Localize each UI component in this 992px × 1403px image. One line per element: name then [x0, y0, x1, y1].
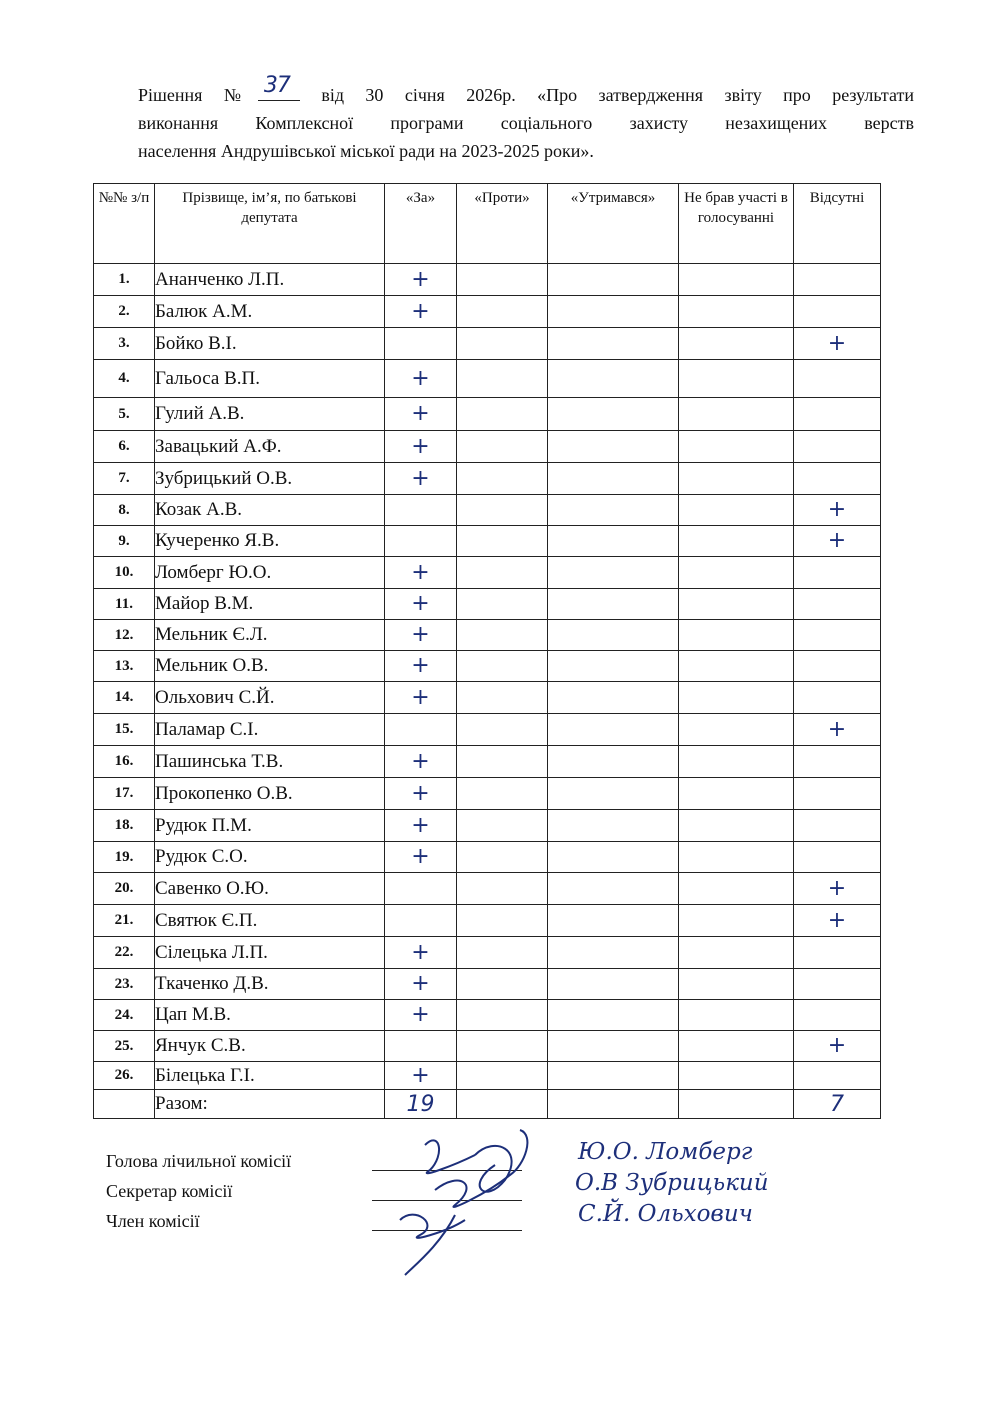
table-row [94, 651, 881, 682]
deputy-name: Майор В.М. [155, 589, 385, 620]
vote-nebrav-cell [679, 398, 794, 431]
row-number: 24. [94, 1000, 155, 1031]
deputy-name: Мельник Є.Л. [155, 620, 385, 651]
row-number: 14. [94, 682, 155, 714]
decision-number-handwritten: 37 [263, 73, 290, 98]
signature-secretary [435, 1130, 527, 1207]
vote-proty-cell [457, 746, 548, 778]
deputy-name: Цап М.В. [155, 1000, 385, 1031]
vote-nebrav-cell [679, 682, 794, 714]
col-header-nebrav: Не брав участі в голосуванні [679, 184, 794, 264]
vote-za-cell [385, 328, 457, 360]
vote-proty-cell [457, 1000, 548, 1031]
col-header-vidsutni: Відсутні [794, 184, 881, 264]
col-header-utrym: «Утримався» [548, 184, 679, 264]
vote-utrym-cell [548, 842, 679, 873]
table-row [94, 328, 881, 360]
vote-za-cell: + [385, 296, 457, 328]
vote-vidsutni-cell [794, 398, 881, 431]
vote-utrym-cell [548, 778, 679, 810]
vote-za-cell: + [385, 264, 457, 296]
table-row [94, 905, 881, 937]
row-number: 22. [94, 937, 155, 969]
deputy-name: Козак А.В. [155, 495, 385, 526]
vote-za-cell: + [385, 557, 457, 589]
row-number: 23. [94, 969, 155, 1000]
handwritten-signatures [385, 1125, 565, 1285]
vote-utrym-cell [548, 969, 679, 1000]
total-label: Разом: [155, 1090, 385, 1119]
vote-utrym-cell [548, 557, 679, 589]
vote-nebrav-cell [679, 360, 794, 398]
decision-number [258, 73, 300, 101]
vote-utrym-cell [548, 746, 679, 778]
row-number: 15. [94, 714, 155, 746]
row-number: 6. [94, 431, 155, 463]
deputy-name: Паламар С.І. [155, 714, 385, 746]
table-row [94, 296, 881, 328]
vote-proty-cell [457, 969, 548, 1000]
table-row [94, 526, 881, 557]
deputy-name: Ананченко Л.П. [155, 264, 385, 296]
vote-nebrav-cell [679, 296, 794, 328]
vote-utrym-cell [548, 620, 679, 651]
table-row [94, 557, 881, 589]
row-number: 26. [94, 1062, 155, 1090]
vote-nebrav-cell [679, 937, 794, 969]
col-header-za: «За» [385, 184, 457, 264]
vote-utrym-cell [548, 589, 679, 620]
vote-nebrav-cell [679, 328, 794, 360]
vote-nebrav-cell [679, 1062, 794, 1090]
vote-vidsutni-cell [794, 810, 881, 842]
table-row [94, 495, 881, 526]
row-number: 11. [94, 589, 155, 620]
vote-za-cell: + [385, 746, 457, 778]
vote-nebrav-cell [679, 526, 794, 557]
total-num-cell [94, 1090, 155, 1119]
row-number: 5. [94, 398, 155, 431]
vote-nebrav-cell [679, 557, 794, 589]
deputy-name: Завацький А.Ф. [155, 431, 385, 463]
deputy-name: Ольхович С.Й. [155, 682, 385, 714]
vote-vidsutni-cell [794, 778, 881, 810]
row-number: 21. [94, 905, 155, 937]
deputy-name: Бойко В.І. [155, 328, 385, 360]
vote-vidsutni-cell: + [794, 495, 881, 526]
vote-utrym-cell [548, 1062, 679, 1090]
table-row [94, 714, 881, 746]
voting-table [93, 183, 881, 1119]
vote-nebrav-cell [679, 1000, 794, 1031]
vote-vidsutni-cell [794, 969, 881, 1000]
table-row [94, 682, 881, 714]
vote-nebrav-cell [679, 495, 794, 526]
deputy-name: Рудюк С.О. [155, 842, 385, 873]
vote-nebrav-cell [679, 264, 794, 296]
vote-vidsutni-cell: + [794, 526, 881, 557]
header-line-3: населення Андрушівської міської ради на 2023-2025 роки». [138, 141, 594, 161]
vote-za-cell [385, 873, 457, 905]
vote-za-cell: + [385, 589, 457, 620]
vote-utrym-cell [548, 264, 679, 296]
vote-utrym-cell [548, 714, 679, 746]
vote-vidsutni-cell [794, 463, 881, 495]
table-row [94, 778, 881, 810]
deputy-name: Зубрицький О.В. [155, 463, 385, 495]
vote-vidsutni-cell [794, 842, 881, 873]
vote-za-cell: + [385, 810, 457, 842]
vote-za-cell: + [385, 937, 457, 969]
deputy-name: Сілецька Л.П. [155, 937, 385, 969]
vote-za-cell: + [385, 778, 457, 810]
vote-utrym-cell [548, 905, 679, 937]
col-header-num: №№ з/п [94, 184, 155, 264]
row-number: 19. [94, 842, 155, 873]
role-member: Член комісії [106, 1211, 200, 1231]
deputy-name: Ломберг Ю.О. [155, 557, 385, 589]
vote-nebrav-cell [679, 463, 794, 495]
deputy-name: Мельник О.В. [155, 651, 385, 682]
total-proty [457, 1090, 548, 1119]
vote-utrym-cell [548, 810, 679, 842]
vote-nebrav-cell [679, 651, 794, 682]
vote-utrym-cell [548, 526, 679, 557]
total-nebrav [679, 1090, 794, 1119]
vote-proty-cell [457, 431, 548, 463]
vote-vidsutni-cell: + [794, 905, 881, 937]
total-utrym [548, 1090, 679, 1119]
vote-za-cell [385, 714, 457, 746]
vote-proty-cell [457, 810, 548, 842]
col-header-name: Прізвище, ім’я, по батькові депутата [155, 184, 385, 264]
row-number: 13. [94, 651, 155, 682]
vote-proty-cell [457, 328, 548, 360]
vote-nebrav-cell [679, 810, 794, 842]
vote-proty-cell [457, 526, 548, 557]
vote-proty-cell [457, 651, 548, 682]
vote-nebrav-cell [679, 905, 794, 937]
vote-vidsutni-cell [794, 620, 881, 651]
table-row [94, 873, 881, 905]
vote-proty-cell [457, 682, 548, 714]
row-number: 7. [94, 463, 155, 495]
vote-proty-cell [457, 264, 548, 296]
row-number: 12. [94, 620, 155, 651]
vote-utrym-cell [548, 873, 679, 905]
deputy-name: Прокопенко О.В. [155, 778, 385, 810]
row-number: 8. [94, 495, 155, 526]
table-row [94, 463, 881, 495]
deputy-name: Гулий А.В. [155, 398, 385, 431]
vote-vidsutni-cell: + [794, 328, 881, 360]
vote-vidsutni-cell [794, 360, 881, 398]
vote-vidsutni-cell [794, 651, 881, 682]
deputy-name: Балюк А.М. [155, 296, 385, 328]
row-number: 9. [94, 526, 155, 557]
table-row [94, 589, 881, 620]
vote-proty-cell [457, 589, 548, 620]
header-line-2: виконання Комплексної програми соціального захисту незахищених верств [138, 113, 914, 133]
table-row [94, 937, 881, 969]
table-row [94, 1031, 881, 1062]
vote-nebrav-cell [679, 714, 794, 746]
table-row [94, 620, 881, 651]
decision-date-title: від 30 січня 2026р. «Про затвердження звіту про результати [299, 85, 914, 105]
row-number: 18. [94, 810, 155, 842]
table-row [94, 264, 881, 296]
vote-nebrav-cell [679, 620, 794, 651]
vote-za-cell [385, 526, 457, 557]
vote-utrym-cell [548, 937, 679, 969]
vote-nebrav-cell [679, 431, 794, 463]
vote-nebrav-cell [679, 589, 794, 620]
signature-roles [106, 1146, 291, 1236]
vote-utrym-cell [548, 360, 679, 398]
vote-proty-cell [457, 398, 548, 431]
total-row [94, 1090, 881, 1119]
vote-proty-cell [457, 360, 548, 398]
vote-utrym-cell [548, 328, 679, 360]
total-vidsutni: 7 [794, 1090, 881, 1119]
vote-proty-cell [457, 1062, 548, 1090]
role-chair: Голова лічильної комісії [106, 1151, 292, 1171]
deputy-name: Білецька Г.І. [155, 1062, 385, 1090]
name-chair: Ю.О. Ломберг [578, 1139, 753, 1165]
vote-proty-cell [457, 778, 548, 810]
vote-utrym-cell [548, 296, 679, 328]
table-row [94, 969, 881, 1000]
header-line-1 [138, 73, 914, 109]
vote-proty-cell [457, 842, 548, 873]
row-number: 10. [94, 557, 155, 589]
vote-za-cell: + [385, 398, 457, 431]
vote-vidsutni-cell [794, 589, 881, 620]
row-number: 4. [94, 360, 155, 398]
vote-proty-cell [457, 905, 548, 937]
signature-member [400, 1215, 465, 1275]
total-za: 19 [385, 1090, 457, 1119]
vote-utrym-cell [548, 682, 679, 714]
vote-nebrav-cell [679, 746, 794, 778]
table-row [94, 746, 881, 778]
vote-za-cell [385, 495, 457, 526]
deputy-name: Савенко О.Ю. [155, 873, 385, 905]
vote-za-cell: + [385, 1062, 457, 1090]
deputy-name: Святюк Є.П. [155, 905, 385, 937]
decision-label: Рішення № [138, 85, 258, 105]
vote-za-cell [385, 905, 457, 937]
name-secretary: О.В Зубрицький [575, 1170, 769, 1196]
deputy-name: Пашинська Т.В. [155, 746, 385, 778]
vote-utrym-cell [548, 398, 679, 431]
row-number: 3. [94, 328, 155, 360]
vote-proty-cell [457, 296, 548, 328]
table-row [94, 398, 881, 431]
name-member: С.Й. Ольхович [578, 1201, 753, 1227]
vote-za-cell: + [385, 842, 457, 873]
row-number: 25. [94, 1031, 155, 1062]
deputy-name: Рудюк П.М. [155, 810, 385, 842]
vote-za-cell: + [385, 651, 457, 682]
vote-utrym-cell [548, 463, 679, 495]
deputy-name: Гальоса В.П. [155, 360, 385, 398]
vote-za-cell: + [385, 431, 457, 463]
row-number: 20. [94, 873, 155, 905]
vote-za-cell: + [385, 1000, 457, 1031]
vote-utrym-cell [548, 431, 679, 463]
vote-za-cell [385, 1031, 457, 1062]
row-number: 1. [94, 264, 155, 296]
table-row [94, 842, 881, 873]
vote-proty-cell [457, 463, 548, 495]
table-body [94, 264, 881, 1090]
vote-vidsutni-cell [794, 682, 881, 714]
vote-nebrav-cell [679, 842, 794, 873]
vote-proty-cell [457, 937, 548, 969]
vote-vidsutni-cell: + [794, 714, 881, 746]
table-row [94, 1062, 881, 1090]
deputy-name: Янчук С.В. [155, 1031, 385, 1062]
vote-vidsutni-cell: + [794, 1031, 881, 1062]
row-number: 2. [94, 296, 155, 328]
vote-nebrav-cell [679, 969, 794, 1000]
vote-za-cell: + [385, 682, 457, 714]
vote-nebrav-cell [679, 778, 794, 810]
table-header-row [94, 184, 881, 264]
table-row [94, 810, 881, 842]
vote-vidsutni-cell [794, 937, 881, 969]
vote-vidsutni-cell [794, 264, 881, 296]
col-header-proty: «Проти» [457, 184, 548, 264]
vote-nebrav-cell [679, 1031, 794, 1062]
vote-utrym-cell [548, 1031, 679, 1062]
vote-za-cell: + [385, 969, 457, 1000]
vote-nebrav-cell [679, 873, 794, 905]
vote-vidsutni-cell: + [794, 873, 881, 905]
row-number: 16. [94, 746, 155, 778]
vote-proty-cell [457, 714, 548, 746]
table-row [94, 360, 881, 398]
role-secretary: Секретар комісії [106, 1181, 233, 1201]
vote-vidsutni-cell [794, 746, 881, 778]
vote-utrym-cell [548, 1000, 679, 1031]
vote-proty-cell [457, 557, 548, 589]
deputy-name: Ткаченко Д.В. [155, 969, 385, 1000]
vote-vidsutni-cell [794, 1000, 881, 1031]
vote-proty-cell [457, 495, 548, 526]
row-number: 17. [94, 778, 155, 810]
table-row [94, 431, 881, 463]
decision-header [138, 73, 914, 165]
vote-vidsutni-cell [794, 431, 881, 463]
vote-za-cell: + [385, 463, 457, 495]
vote-utrym-cell [548, 495, 679, 526]
vote-vidsutni-cell [794, 1062, 881, 1090]
vote-vidsutni-cell [794, 557, 881, 589]
vote-proty-cell [457, 620, 548, 651]
vote-za-cell: + [385, 360, 457, 398]
vote-vidsutni-cell [794, 296, 881, 328]
vote-proty-cell [457, 1031, 548, 1062]
vote-utrym-cell [548, 651, 679, 682]
table-row [94, 1000, 881, 1031]
deputy-name: Кучеренко Я.В. [155, 526, 385, 557]
vote-za-cell: + [385, 620, 457, 651]
vote-proty-cell [457, 873, 548, 905]
